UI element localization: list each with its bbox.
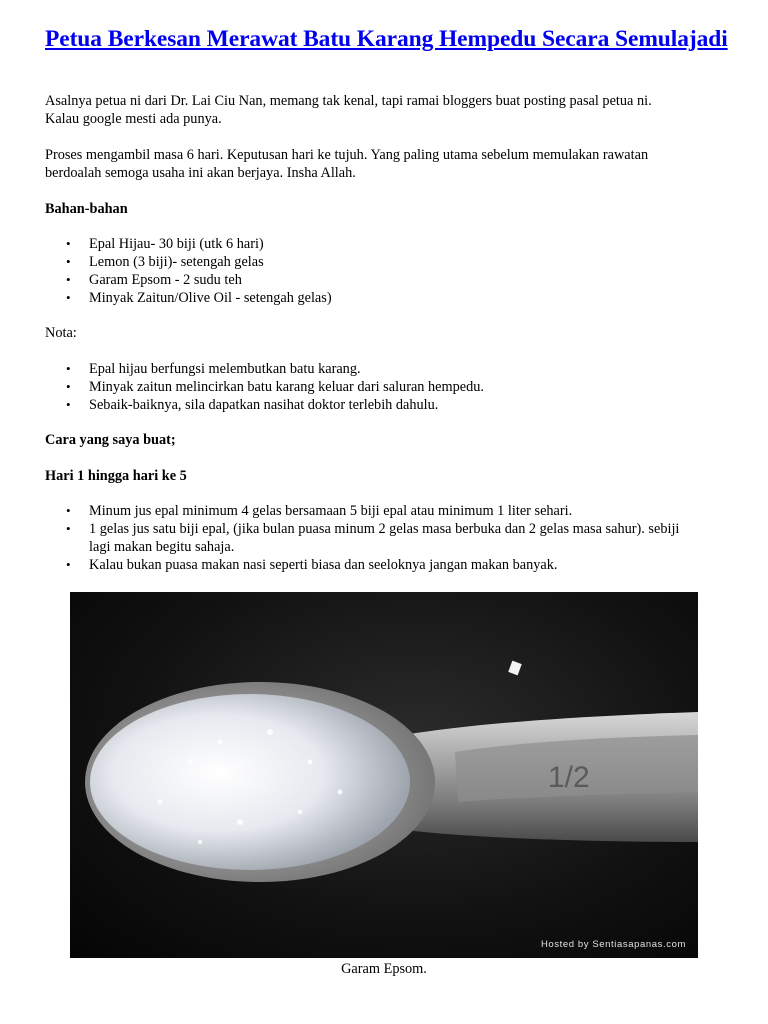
process-line: berdoalah semoga usaha ini akan berjaya. Insha Allah. <box>45 165 356 181</box>
ingredients-heading: Bahan-bahan <box>45 201 128 217</box>
spoon-illustration <box>70 592 698 958</box>
photo-caption: Garam Epsom. <box>341 961 427 977</box>
list-item: • 1 gelas jus satu biji epal, (jika bulan puasa minum 2 gelas masa berbuka dan 2 gelas masa sahur). sebiji lagi makan begitu sahaja. <box>66 521 680 555</box>
list-item: • Minyak Zaitun/Olive Oil - setengah gelas) <box>66 290 332 306</box>
method-heading: Cara yang saya buat; <box>45 432 176 448</box>
bullet-icon: • <box>66 254 71 269</box>
bullet-icon: • <box>66 557 71 572</box>
bullet-icon: • <box>66 379 71 394</box>
list-item: • Minyak zaitun melincirkan batu karang keluar dari saluran hempedu. <box>66 379 485 395</box>
list-item: • Epal hijau berfungsi melembutkan batu karang. <box>66 361 361 377</box>
list-item: • Kalau bukan puasa makan nasi seperti biasa dan seeloknya jangan makan banyak. <box>66 557 558 573</box>
spoon-measure-label: 1/2 <box>548 761 590 794</box>
bullet-icon: • <box>66 272 71 287</box>
day-heading: Hari 1 hingga hari ke 5 <box>45 468 187 484</box>
day-list <box>45 502 735 574</box>
intro-line: Asalnya petua ni dari Dr. Lai Ciu Nan, memang tak kenal, tapi ramai bloggers buat posting pasal petua ni. <box>45 93 652 109</box>
photo-watermark: Hosted by Sentiasapanas.com <box>540 939 686 950</box>
notes-list <box>45 360 735 414</box>
process-paragraph <box>45 146 648 182</box>
notes-heading: Nota: <box>45 325 77 341</box>
salt-crystals <box>90 694 410 870</box>
list-item: • Epal Hijau- 30 biji (utk 6 hari) <box>66 236 264 252</box>
bullet-icon: • <box>66 236 71 251</box>
sparkle <box>508 661 522 676</box>
bullet-icon: • <box>66 397 71 412</box>
ingredients-list <box>45 235 735 307</box>
list-item: • Garam Epsom - 2 sudu teh <box>66 272 242 288</box>
bullet-icon: • <box>66 503 71 518</box>
list-item: • Lemon (3 biji)- setengah gelas <box>66 254 264 270</box>
list-item: • Minum jus epal minimum 4 gelas bersamaan 5 biji epal atau minimum 1 liter sehari. <box>66 503 573 519</box>
intro-paragraph <box>45 92 652 128</box>
bullet-icon: • <box>66 290 71 305</box>
page-title[interactable]: Petua Berkesan Merawat Batu Karang Hempedu Secara Semulajadi <box>45 26 728 52</box>
bullet-icon: • <box>66 361 71 376</box>
bullet-icon: • <box>66 521 71 536</box>
epsom-salt-photo <box>70 592 698 958</box>
intro-line: Kalau google mesti ada punya. <box>45 111 222 127</box>
process-line: Proses mengambil masa 6 hari. Keputusan hari ke tujuh. Yang paling utama sebelum memulakan rawatan <box>45 147 649 163</box>
list-item: • Sebaik-baiknya, sila dapatkan nasihat doktor terlebih dahulu. <box>66 397 439 413</box>
